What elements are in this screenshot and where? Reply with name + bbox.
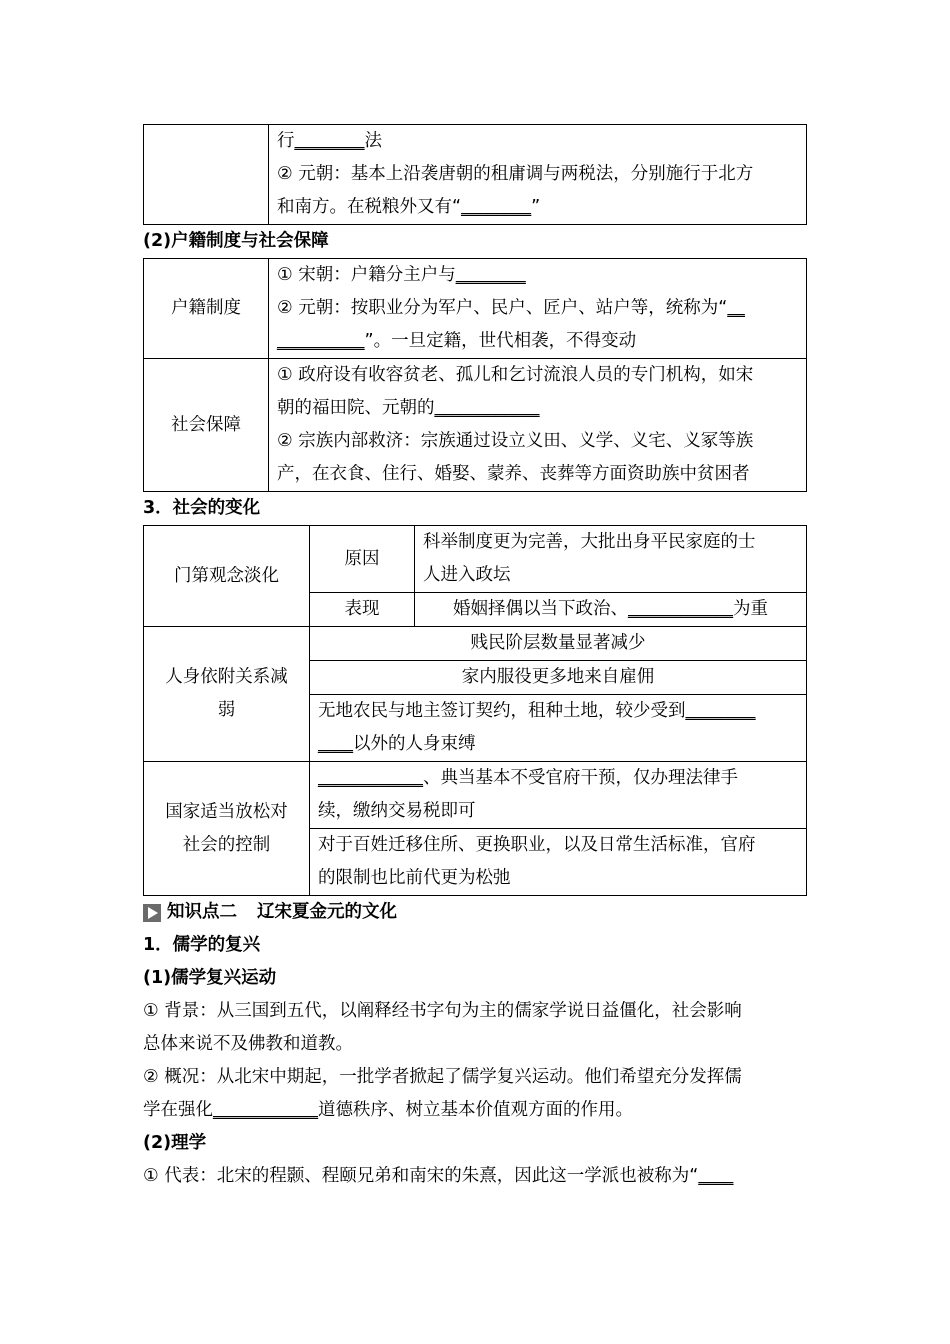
table-cell-content: 贱民阶层数量显著减少 xyxy=(310,627,807,661)
table-cell-empty xyxy=(144,125,269,225)
text: 科举制度更为完善，大批出身平民家庭的士 xyxy=(423,532,756,552)
text: 国家适当放松对 xyxy=(165,801,288,822)
row-label: 户籍制度 xyxy=(144,259,269,359)
social-change-table xyxy=(143,525,807,896)
table-cell-content: 家内服役更多地来自雇佣 xyxy=(310,661,807,695)
table-cell-content xyxy=(310,762,807,829)
text: ② 概况：从北宋中期起，一批学者掀起了儒学复兴运动。他们希望充分发挥儒 xyxy=(143,1067,742,1087)
play-triangle-icon xyxy=(143,904,161,922)
text: ① 代表：北宋的程颢、程颐兄弟和南宋的朱熹，因此这一学派也被称为“ xyxy=(143,1166,699,1186)
section-heading: 1．儒学的复兴 xyxy=(143,935,261,955)
knowledge-point-heading xyxy=(143,896,807,929)
text: 学在强化 xyxy=(143,1100,213,1120)
text: 弱 xyxy=(217,700,236,720)
text: 婚姻择偶以当下政治、 xyxy=(453,599,628,619)
text: ”。一旦定籍，世代相袭，不得变动 xyxy=(364,331,637,351)
text: 知识点二 xyxy=(167,902,237,922)
section-heading: (2)理学 xyxy=(143,1133,207,1153)
text: 社会的控制 xyxy=(182,834,271,855)
text: 对于百姓迁移住所、更换职业，以及日常生活标准，官府 xyxy=(318,835,756,855)
table-row xyxy=(144,259,807,359)
text: 和南方。在税粮外又有“ xyxy=(277,197,462,217)
text: 产，在衣食、住行、婚娶、蒙养、丧葬等方面资助族中贫困者 xyxy=(277,464,750,484)
text: 、典当基本不受官府干预，仅办理法律手 xyxy=(423,768,738,788)
text: ① 宋朝：户籍分主户与 xyxy=(277,265,456,285)
text: 人身依附关系减 xyxy=(165,667,288,687)
table-cell-content xyxy=(415,526,807,593)
row-label: 社会保障 xyxy=(144,359,269,492)
text: ① 背景：从三国到五代，以阐释经书字句为主的儒家学说日益僵化，社会影响 xyxy=(143,1001,742,1021)
row-label: 门第观念淡化 xyxy=(144,526,310,627)
sub-label: 原因 xyxy=(310,526,415,593)
table-cell-content xyxy=(310,695,807,762)
table-cell-content xyxy=(269,125,807,225)
text: 总体来说不及佛教和道教。 xyxy=(143,1034,353,1054)
fill-blank: ____________ xyxy=(318,768,423,788)
text: 续，缴纳交易税即可 xyxy=(318,801,476,821)
fill-blank: __________ xyxy=(277,331,365,351)
fill-blank: ____________ xyxy=(628,599,733,619)
table-row xyxy=(144,125,807,225)
fill-blank: __ xyxy=(727,298,745,318)
fill-blank: ________ xyxy=(461,197,532,217)
fill-blank: ____________ xyxy=(213,1100,318,1120)
text: 以外的人身束缚 xyxy=(353,734,476,754)
text: ② 元朝：按职业分为军户、民户、匠户、站户等，统称为“ xyxy=(277,298,728,318)
text: ② 宗族内部救济：宗族通过设立义田、义学、义宅、义冢等族 xyxy=(277,431,754,451)
paragraph xyxy=(143,1061,807,1127)
sub-label: 表现 xyxy=(310,593,415,627)
table-cell-content xyxy=(269,359,807,492)
table-cell-content xyxy=(310,829,807,896)
text: ① 政府设有收容贫老、孤儿和乞讨流浪人员的专门机构，如宋 xyxy=(277,365,754,385)
section-heading: (1)儒学复兴运动 xyxy=(143,968,277,988)
text: 行 xyxy=(277,131,295,151)
row-label xyxy=(144,627,310,762)
fill-blank: ________ xyxy=(685,701,756,721)
paragraph xyxy=(143,1160,807,1193)
table-row xyxy=(144,627,807,661)
text: 的限制也比前代更为松弛 xyxy=(318,868,511,888)
text: 无地农民与地主签订契约，租种土地，较少受到 xyxy=(318,701,686,721)
fill-blank: ____ xyxy=(318,734,353,754)
paragraph xyxy=(143,995,807,1061)
tax-table xyxy=(143,124,807,225)
text: 朝的福田院、元朝的 xyxy=(277,398,435,418)
text: ② 元朝：基本上沿袭唐朝的租庸调与两税法，分别施行于北方 xyxy=(277,164,754,184)
fill-blank: ____ xyxy=(698,1166,734,1186)
household-table xyxy=(143,258,807,492)
text: 人进入政坛 xyxy=(423,565,511,585)
fill-blank: ________ xyxy=(294,131,365,151)
text: 道德秩序、树立基本价值观方面的作用。 xyxy=(318,1100,633,1120)
section-heading: (2)户籍制度与社会保障 xyxy=(143,231,329,251)
fill-blank: ____________ xyxy=(434,398,540,418)
table-cell-content xyxy=(269,259,807,359)
table-row xyxy=(144,359,807,492)
text: 为重 xyxy=(733,599,768,619)
fill-blank: ________ xyxy=(455,265,526,285)
document-page xyxy=(143,124,807,1193)
text: 法 xyxy=(364,131,382,151)
row-label xyxy=(144,762,310,896)
text: 辽宋夏金元的文化 xyxy=(257,902,397,922)
text: ” xyxy=(531,197,541,217)
table-row xyxy=(144,762,807,829)
table-row xyxy=(144,526,807,593)
section-heading: 3．社会的变化 xyxy=(143,498,261,518)
table-cell-content xyxy=(415,593,807,627)
